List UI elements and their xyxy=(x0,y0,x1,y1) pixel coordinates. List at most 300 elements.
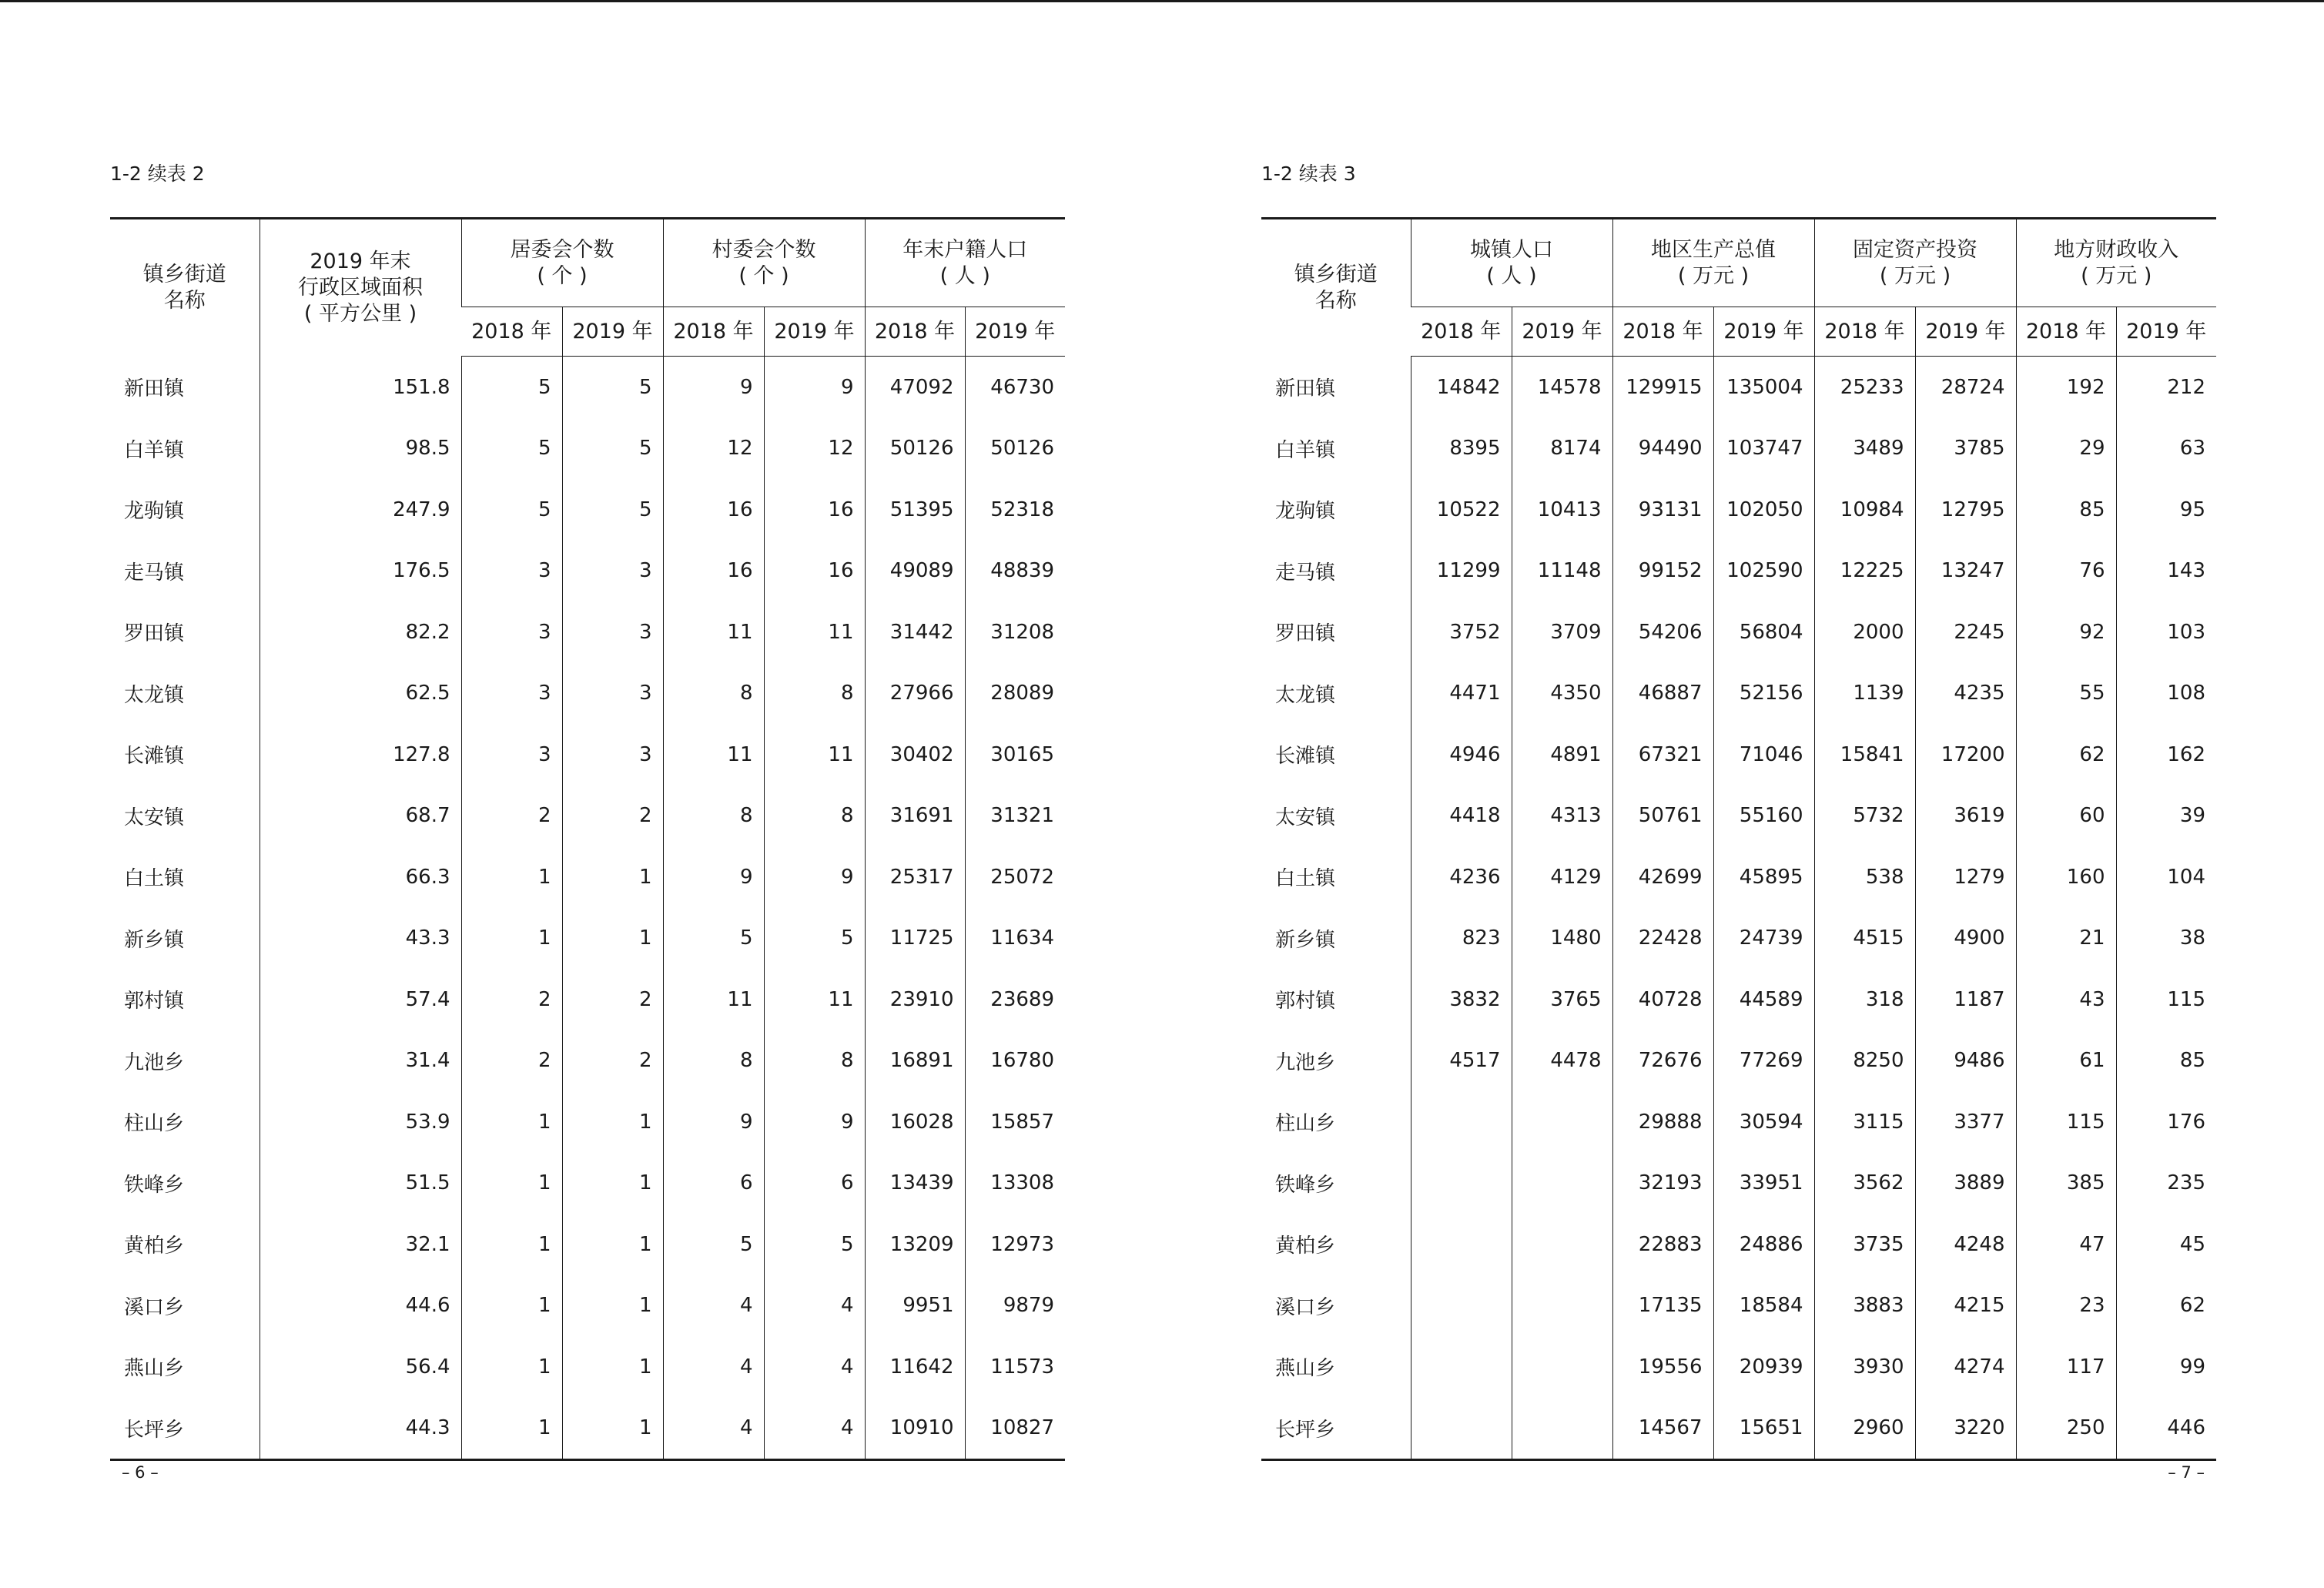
value-cell: 9 xyxy=(663,357,764,418)
township-name-cell: 溪口乡 xyxy=(1275,1295,1336,1319)
township-name-cell: 太龙镇 xyxy=(1275,683,1336,707)
value-cell: 31208 xyxy=(965,601,1065,663)
value-cell: 14567 xyxy=(1612,1398,1713,1460)
value-cell: 4236 xyxy=(1411,846,1512,908)
value-cell: 176 xyxy=(2116,1091,2216,1153)
table-row xyxy=(110,846,1065,908)
value-cell xyxy=(1411,1091,1512,1153)
value-cell: 11 xyxy=(663,969,764,1030)
value-cell: 4 xyxy=(663,1336,764,1398)
value-cell: 4129 xyxy=(1512,846,1612,908)
value-cell: 13308 xyxy=(965,1153,1065,1214)
header-year-2019: 2019 年 xyxy=(1512,307,1612,357)
value-cell: 250 xyxy=(2016,1398,2116,1460)
value-cell: 8 xyxy=(663,1030,764,1092)
value-cell: 98.5 xyxy=(260,418,461,480)
value-cell: 50126 xyxy=(965,418,1065,480)
header-year-2018: 2018 年 xyxy=(2016,307,2116,357)
table-row xyxy=(110,1398,1065,1460)
value-cell: 11 xyxy=(764,969,865,1030)
value-cell: 8250 xyxy=(1814,1030,1915,1092)
value-cell: 6 xyxy=(663,1153,764,1214)
township-name-cell: 黄柏乡 xyxy=(124,1235,185,1258)
value-cell: 104 xyxy=(2116,846,2216,908)
value-cell: 8 xyxy=(764,1030,865,1092)
township-name-cell: 白羊镇 xyxy=(1275,438,1336,462)
table-row xyxy=(110,1336,1065,1398)
value-cell: 5 xyxy=(663,1214,764,1275)
table-row xyxy=(1261,601,2216,663)
value-cell: 4900 xyxy=(1915,908,2016,970)
township-name-cell: 新乡镇 xyxy=(124,928,185,952)
township-table-2 xyxy=(110,217,1065,1461)
value-cell: 4478 xyxy=(1512,1030,1612,1092)
value-cell: 23 xyxy=(2016,1275,2116,1337)
value-cell: 2000 xyxy=(1814,601,1915,663)
right-page xyxy=(1261,0,2216,1540)
value-cell: 162 xyxy=(2116,724,2216,786)
value-cell: 99 xyxy=(2116,1336,2216,1398)
value-cell: 5 xyxy=(562,418,663,480)
value-cell: 5 xyxy=(461,357,562,418)
value-cell: 1279 xyxy=(1915,846,2016,908)
value-cell: 53.9 xyxy=(260,1091,461,1153)
value-cell: 13247 xyxy=(1915,541,2016,602)
value-cell: 1 xyxy=(461,908,562,970)
value-cell: 8 xyxy=(663,786,764,847)
value-cell: 102050 xyxy=(1713,479,1814,541)
table-row xyxy=(1261,1030,2216,1092)
value-cell xyxy=(1512,1091,1612,1153)
township-name-cell: 柱山乡 xyxy=(1275,1112,1336,1136)
value-cell: 1 xyxy=(562,908,663,970)
value-cell: 39 xyxy=(2116,786,2216,847)
value-cell: 11634 xyxy=(965,908,1065,970)
header-year-2018: 2018 年 xyxy=(663,307,764,357)
value-cell: 1 xyxy=(461,1214,562,1275)
value-cell: 4946 xyxy=(1411,724,1512,786)
value-cell: 52318 xyxy=(965,479,1065,541)
value-cell: 13209 xyxy=(865,1214,965,1275)
value-cell: 12 xyxy=(663,418,764,480)
value-cell: 43 xyxy=(2016,969,2116,1030)
value-cell: 4274 xyxy=(1915,1336,2016,1398)
value-cell: 25317 xyxy=(865,846,965,908)
table-title: 1-2 续表 3 xyxy=(1261,162,1356,185)
value-cell: 9 xyxy=(764,846,865,908)
header-area: 2019 年末 行政区域面积 ( 平方公里 ) xyxy=(260,219,461,357)
value-cell: 8 xyxy=(663,663,764,725)
value-cell: 46887 xyxy=(1612,663,1713,725)
value-cell: 3 xyxy=(461,601,562,663)
value-cell: 23689 xyxy=(965,969,1065,1030)
value-cell: 4515 xyxy=(1814,908,1915,970)
township-name-cell: 铁峰乡 xyxy=(1275,1173,1336,1197)
header-registered-population: 年末户籍人口 ( 人 ) xyxy=(865,219,1065,307)
value-cell: 55160 xyxy=(1713,786,1814,847)
value-cell: 4248 xyxy=(1915,1214,2016,1275)
township-name-cell: 郭村镇 xyxy=(1275,990,1336,1013)
value-cell: 18584 xyxy=(1713,1275,1814,1337)
value-cell: 57.4 xyxy=(260,969,461,1030)
value-cell: 28089 xyxy=(965,663,1065,725)
table-row xyxy=(1261,541,2216,602)
value-cell: 95 xyxy=(2116,479,2216,541)
value-cell: 6 xyxy=(764,1153,865,1214)
value-cell: 10827 xyxy=(965,1398,1065,1460)
value-cell: 31691 xyxy=(865,786,965,847)
value-cell: 2 xyxy=(562,969,663,1030)
value-cell: 16 xyxy=(764,541,865,602)
value-cell: 3832 xyxy=(1411,969,1512,1030)
value-cell: 446 xyxy=(2116,1398,2216,1460)
value-cell: 71046 xyxy=(1713,724,1814,786)
value-cell: 3889 xyxy=(1915,1153,2016,1214)
township-name-cell: 燕山乡 xyxy=(1275,1357,1336,1381)
value-cell: 93131 xyxy=(1612,479,1713,541)
value-cell: 3489 xyxy=(1814,418,1915,480)
value-cell xyxy=(1512,1398,1612,1460)
township-name-cell: 九池乡 xyxy=(124,1050,185,1074)
value-cell: 16 xyxy=(764,479,865,541)
value-cell: 22883 xyxy=(1612,1214,1713,1275)
value-cell: 42699 xyxy=(1612,846,1713,908)
value-cell: 3765 xyxy=(1512,969,1612,1030)
value-cell: 3752 xyxy=(1411,601,1512,663)
value-cell: 3 xyxy=(461,541,562,602)
township-name-cell: 走马镇 xyxy=(124,561,185,585)
township-name-cell: 太安镇 xyxy=(1275,806,1336,829)
value-cell: 5 xyxy=(461,418,562,480)
value-cell: 2 xyxy=(461,969,562,1030)
value-cell: 1 xyxy=(562,1214,663,1275)
value-cell: 51395 xyxy=(865,479,965,541)
value-cell: 5 xyxy=(461,479,562,541)
value-cell: 1 xyxy=(461,1336,562,1398)
header-resident-committees: 居委会个数 ( 个 ) xyxy=(461,219,663,307)
value-cell: 115 xyxy=(2116,969,2216,1030)
value-cell: 31321 xyxy=(965,786,1065,847)
value-cell: 44.6 xyxy=(260,1275,461,1337)
township-name-cell: 长坪乡 xyxy=(110,1398,260,1460)
value-cell: 21 xyxy=(2016,908,2116,970)
value-cell: 3 xyxy=(562,541,663,602)
value-cell: 9 xyxy=(764,1091,865,1153)
table-row xyxy=(1261,1153,2216,1214)
value-cell: 60 xyxy=(2016,786,2116,847)
page-number: – 7 – xyxy=(2168,1463,2205,1482)
township-name-cell: 郭村镇 xyxy=(124,990,185,1013)
value-cell: 8 xyxy=(764,663,865,725)
table-row xyxy=(110,908,1065,970)
value-cell: 11725 xyxy=(865,908,965,970)
value-cell: 46730 xyxy=(965,357,1065,418)
value-cell: 4 xyxy=(663,1275,764,1337)
table-body xyxy=(1261,357,2216,1460)
table-row xyxy=(1261,357,2216,418)
value-cell: 56.4 xyxy=(260,1336,461,1398)
header-year-2018: 2018 年 xyxy=(865,307,965,357)
value-cell: 9 xyxy=(764,357,865,418)
value-cell: 823 xyxy=(1411,908,1512,970)
value-cell: 12973 xyxy=(965,1214,1065,1275)
township-name-cell: 白羊镇 xyxy=(124,438,185,462)
value-cell: 5 xyxy=(764,908,865,970)
value-cell: 20939 xyxy=(1713,1336,1814,1398)
township-name-cell: 溪口乡 xyxy=(124,1295,185,1319)
township-name-cell: 燕山乡 xyxy=(124,1357,185,1381)
table-row xyxy=(110,663,1065,725)
value-cell xyxy=(1411,1275,1512,1337)
value-cell: 76 xyxy=(2016,541,2116,602)
value-cell: 61 xyxy=(2016,1030,2116,1092)
value-cell: 2 xyxy=(562,1030,663,1092)
value-cell: 11 xyxy=(764,601,865,663)
township-name-cell: 九池乡 xyxy=(1275,1050,1336,1074)
value-cell: 385 xyxy=(2016,1153,2116,1214)
value-cell: 19556 xyxy=(1612,1336,1713,1398)
value-cell: 151.8 xyxy=(260,357,461,418)
value-cell: 4215 xyxy=(1915,1275,2016,1337)
value-cell: 29 xyxy=(2016,418,2116,480)
value-cell: 1 xyxy=(562,1153,663,1214)
value-cell: 45895 xyxy=(1713,846,1814,908)
value-cell: 44589 xyxy=(1713,969,1814,1030)
value-cell: 31442 xyxy=(865,601,965,663)
value-cell: 11642 xyxy=(865,1336,965,1398)
value-cell: 103 xyxy=(2116,601,2216,663)
value-cell: 1 xyxy=(562,1336,663,1398)
value-cell: 30402 xyxy=(865,724,965,786)
township-table-3 xyxy=(1261,217,2216,1461)
value-cell xyxy=(1411,1153,1512,1214)
value-cell: 16891 xyxy=(865,1030,965,1092)
value-cell: 1 xyxy=(562,846,663,908)
value-cell: 4 xyxy=(764,1336,865,1398)
value-cell: 54206 xyxy=(1612,601,1713,663)
table-row xyxy=(1261,1091,2216,1153)
value-cell: 77269 xyxy=(1713,1030,1814,1092)
value-cell: 50761 xyxy=(1612,786,1713,847)
value-cell: 10984 xyxy=(1814,479,1915,541)
value-cell: 47092 xyxy=(865,357,965,418)
value-cell: 22428 xyxy=(1612,908,1713,970)
table-body xyxy=(110,357,1065,1460)
value-cell: 3220 xyxy=(1915,1398,2016,1460)
value-cell: 40728 xyxy=(1612,969,1713,1030)
value-cell: 4313 xyxy=(1512,786,1612,847)
value-cell: 4 xyxy=(764,1275,865,1337)
value-cell: 1139 xyxy=(1814,663,1915,725)
value-cell: 15841 xyxy=(1814,724,1915,786)
township-name-cell: 白土镇 xyxy=(1275,867,1336,891)
value-cell: 12795 xyxy=(1915,479,2016,541)
header-year-2018: 2018 年 xyxy=(1814,307,1915,357)
township-name-cell: 走马镇 xyxy=(1275,561,1336,585)
value-cell: 32193 xyxy=(1612,1153,1713,1214)
value-cell: 1 xyxy=(461,1275,562,1337)
value-cell xyxy=(1411,1336,1512,1398)
table-title: 1-2 续表 2 xyxy=(110,162,205,185)
value-cell: 129915 xyxy=(1612,357,1713,418)
value-cell: 11 xyxy=(663,601,764,663)
value-cell: 45 xyxy=(2116,1214,2216,1275)
value-cell xyxy=(1512,1336,1612,1398)
value-cell: 27966 xyxy=(865,663,965,725)
value-cell: 2245 xyxy=(1915,601,2016,663)
value-cell: 5 xyxy=(764,1214,865,1275)
header-year-2019: 2019 年 xyxy=(1915,307,2016,357)
value-cell: 11 xyxy=(764,724,865,786)
header-year-2018: 2018 年 xyxy=(1411,307,1512,357)
value-cell: 17200 xyxy=(1915,724,2016,786)
township-name-cell: 龙驹镇 xyxy=(1275,500,1336,524)
header-year-2019: 2019 年 xyxy=(562,307,663,357)
value-cell: 49089 xyxy=(865,541,965,602)
value-cell: 102590 xyxy=(1713,541,1814,602)
value-cell: 11299 xyxy=(1411,541,1512,602)
header-urban-population: 城镇人口 ( 人 ) xyxy=(1411,219,1612,307)
value-cell: 16 xyxy=(663,479,764,541)
value-cell: 4471 xyxy=(1411,663,1512,725)
value-cell: 135004 xyxy=(1713,357,1814,418)
township-name-cell: 长滩镇 xyxy=(124,745,185,769)
value-cell: 117 xyxy=(2016,1336,2116,1398)
table-row xyxy=(1261,1275,2216,1337)
value-cell: 66.3 xyxy=(260,846,461,908)
value-cell: 30165 xyxy=(965,724,1065,786)
value-cell: 85 xyxy=(2116,1030,2216,1092)
value-cell: 30594 xyxy=(1713,1091,1814,1153)
value-cell: 47 xyxy=(2016,1214,2116,1275)
value-cell: 2 xyxy=(562,786,663,847)
value-cell: 48839 xyxy=(965,541,1065,602)
value-cell: 3562 xyxy=(1814,1153,1915,1214)
header-fiscal-revenue: 地方财政收入 ( 万元 ) xyxy=(2016,219,2216,307)
value-cell xyxy=(1411,1214,1512,1275)
value-cell: 24886 xyxy=(1713,1214,1814,1275)
value-cell: 38 xyxy=(2116,908,2216,970)
value-cell: 176.5 xyxy=(260,541,461,602)
value-cell: 11573 xyxy=(965,1336,1065,1398)
value-cell: 68.7 xyxy=(260,786,461,847)
value-cell: 63 xyxy=(2116,418,2216,480)
header-township-name: 镇乡街道 名称 xyxy=(1261,219,1411,357)
value-cell: 62.5 xyxy=(260,663,461,725)
value-cell: 115 xyxy=(2016,1091,2116,1153)
table-row xyxy=(110,1275,1065,1337)
value-cell: 538 xyxy=(1814,846,1915,908)
value-cell: 43.3 xyxy=(260,908,461,970)
value-cell: 2 xyxy=(461,1030,562,1092)
value-cell: 4517 xyxy=(1411,1030,1512,1092)
value-cell: 3 xyxy=(461,663,562,725)
value-cell: 1 xyxy=(562,1275,663,1337)
table-row xyxy=(1261,1214,2216,1275)
value-cell: 14842 xyxy=(1411,357,1512,418)
value-cell: 4350 xyxy=(1512,663,1612,725)
value-cell: 51.5 xyxy=(260,1153,461,1214)
header-year-2019: 2019 年 xyxy=(764,307,865,357)
value-cell: 67321 xyxy=(1612,724,1713,786)
value-cell: 12225 xyxy=(1814,541,1915,602)
header-village-committees: 村委会个数 ( 个 ) xyxy=(663,219,865,307)
township-name-cell: 罗田镇 xyxy=(1275,622,1336,646)
value-cell: 8174 xyxy=(1512,418,1612,480)
value-cell: 62 xyxy=(2016,724,2116,786)
table-row xyxy=(110,724,1065,786)
value-cell: 10522 xyxy=(1411,479,1512,541)
header-gdp: 地区生产总值 ( 万元 ) xyxy=(1612,219,1814,307)
value-cell: 4 xyxy=(663,1398,764,1460)
table-row xyxy=(110,357,1065,418)
value-cell: 14578 xyxy=(1512,357,1612,418)
value-cell: 160 xyxy=(2016,846,2116,908)
value-cell: 235 xyxy=(2116,1153,2216,1214)
value-cell: 82.2 xyxy=(260,601,461,663)
value-cell: 24739 xyxy=(1713,908,1814,970)
value-cell: 247.9 xyxy=(260,479,461,541)
value-cell: 12 xyxy=(764,418,865,480)
value-cell xyxy=(1512,1153,1612,1214)
value-cell: 85 xyxy=(2016,479,2116,541)
value-cell: 5 xyxy=(663,908,764,970)
value-cell xyxy=(1512,1275,1612,1337)
value-cell: 33951 xyxy=(1713,1153,1814,1214)
value-cell: 9 xyxy=(663,1091,764,1153)
value-cell: 8 xyxy=(764,786,865,847)
table-row xyxy=(1261,786,2216,847)
table-row xyxy=(110,479,1065,541)
left-page xyxy=(110,0,1065,1540)
value-cell: 1 xyxy=(461,846,562,908)
value-cell: 56804 xyxy=(1713,601,1814,663)
value-cell: 72676 xyxy=(1612,1030,1713,1092)
value-cell: 44.3 xyxy=(260,1398,461,1460)
table-row xyxy=(110,601,1065,663)
township-name-cell: 长坪乡 xyxy=(1261,1398,1411,1460)
value-cell: 3735 xyxy=(1814,1214,1915,1275)
table-row xyxy=(110,1153,1065,1214)
value-cell: 16 xyxy=(663,541,764,602)
value-cell: 1 xyxy=(562,1091,663,1153)
table-row xyxy=(1261,969,2216,1030)
value-cell: 10413 xyxy=(1512,479,1612,541)
table-row xyxy=(110,1030,1065,1092)
value-cell: 3930 xyxy=(1814,1336,1915,1398)
value-cell: 5 xyxy=(562,357,663,418)
value-cell: 4418 xyxy=(1411,786,1512,847)
township-name-cell: 罗田镇 xyxy=(124,622,185,646)
table-row xyxy=(1261,663,2216,725)
value-cell: 9 xyxy=(663,846,764,908)
value-cell: 17135 xyxy=(1612,1275,1713,1337)
value-cell: 3785 xyxy=(1915,418,2016,480)
value-cell: 103747 xyxy=(1713,418,1814,480)
value-cell: 62 xyxy=(2116,1275,2216,1337)
header-year-2018: 2018 年 xyxy=(1612,307,1713,357)
township-name-cell: 太安镇 xyxy=(124,806,185,829)
table-row xyxy=(1261,479,2216,541)
value-cell: 92 xyxy=(2016,601,2116,663)
value-cell: 127.8 xyxy=(260,724,461,786)
township-name-cell: 长滩镇 xyxy=(1275,745,1336,769)
value-cell: 13439 xyxy=(865,1153,965,1214)
header-year-2019: 2019 年 xyxy=(2116,307,2216,357)
value-cell: 192 xyxy=(2016,357,2116,418)
value-cell: 3 xyxy=(562,724,663,786)
value-cell: 25233 xyxy=(1814,357,1915,418)
